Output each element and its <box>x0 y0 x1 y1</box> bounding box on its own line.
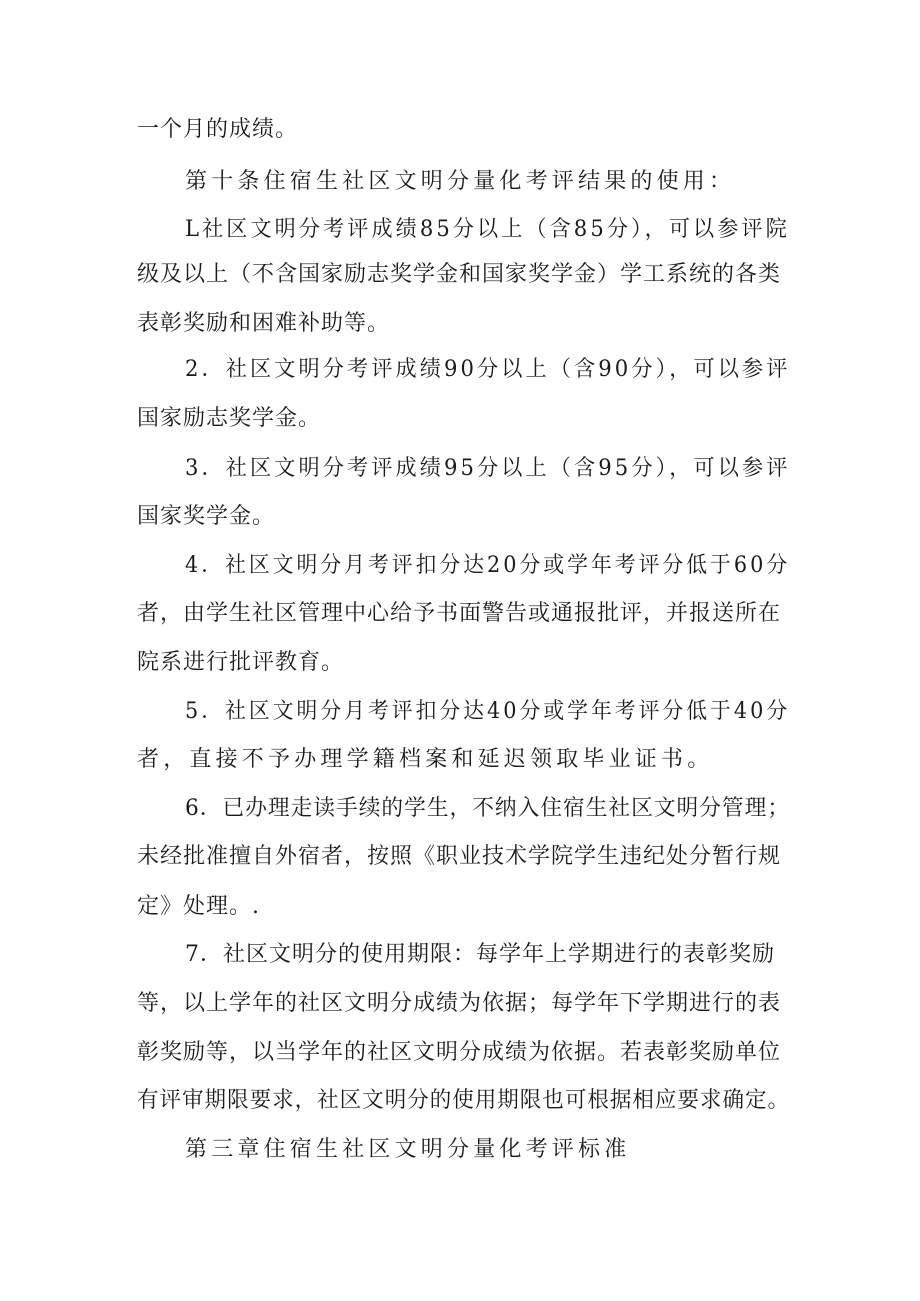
text-line-16: 未经批准擅自外宿者，按照《职业技术学院学生违纪处分暂行规 <box>137 844 782 869</box>
text-line-11: 者，由学生社区管理中心给予书面警告或通报批评，并报送所在 <box>137 601 782 626</box>
text-line-12: 院系进行批评教育。 <box>137 650 345 675</box>
text-line-3: L社区文明分考评成绩85分以上（含85分），可以参评院 <box>185 217 790 242</box>
text-line-4: 级及以上（不含国家励志奖学金和国家奖学金）学工系统的各类 <box>137 262 782 287</box>
text-line-2: 第十条住宿生社区文明分量化考评结果的使用： <box>185 169 736 194</box>
text-line-9: 国家奖学金。 <box>137 504 276 529</box>
text-line-17: 定》处理。. <box>137 894 260 919</box>
text-line-13: 5．社区文明分月考评扣分达40分或学年考评分低于40分 <box>185 699 791 724</box>
text-line-8: 3．社区文明分考评成绩95分以上（含95分），可以参评 <box>185 456 791 481</box>
text-line-21: 有评审期限要求，社区文明分的使用期限也可根据相应要求确定。 <box>137 1088 791 1113</box>
chapter-heading: 第三章住宿生社区文明分量化考评标准 <box>185 1137 631 1162</box>
text-line-15: 6．已办理走读手续的学生，不纳入住宿生社区文明分管理； <box>185 796 791 821</box>
text-line-19: 等，以上学年的社区文明分成绩为依据；每学年下学期进行的表 <box>137 991 782 1016</box>
text-line-20: 彰奖励等，以当学年的社区文明分成绩为依据。若表彰奖励单位 <box>137 1040 782 1065</box>
text-line-6: 2．社区文明分考评成绩90分以上（含90分），可以参评 <box>185 357 791 382</box>
text-line-10: 4．社区文明分月考评扣分达20分或学年考评分低于60分 <box>185 553 791 578</box>
text-line-1: 一个月的成绩。 <box>137 117 299 142</box>
text-line-14: 者，直接不予办理学籍档案和延迟领取毕业证书。 <box>137 747 714 772</box>
text-line-18: 7．社区文明分的使用期限：每学年上学期进行的表彰奖励 <box>185 942 775 967</box>
text-line-5: 表彰奖励和困难补助等。 <box>137 311 391 336</box>
text-line-7: 国家励志奖学金。 <box>137 406 322 431</box>
